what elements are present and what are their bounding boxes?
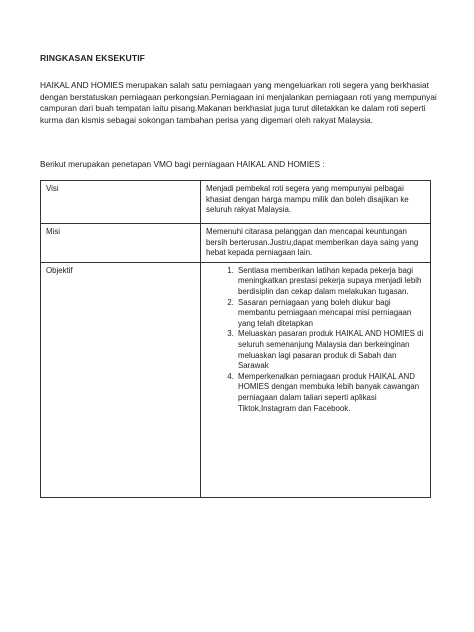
vmo-row-visi bbox=[41, 181, 431, 224]
vmo-lead-text: Berikut merupakan penetapan VMO bagi perniagaan HAIKAL AND HOMIES : bbox=[40, 159, 325, 169]
visi-text: Menjadi pembekal roti segera yang mempunyai pelbagai khasiat dengan harga mampu milik dan boleh disajikan ke seluruh rakyat Malaysia. bbox=[201, 181, 431, 224]
visi-label: Visi bbox=[41, 181, 201, 224]
objektif-label: Objektif bbox=[41, 262, 201, 497]
document-heading: RINGKASAN EKSEKUTIF bbox=[40, 53, 146, 63]
vmo-row-objektif bbox=[41, 262, 431, 497]
objektif-item: 3. Meluaskan pasaran produk HAIKAL AND HOMIES di seluruh semenanjung Malaysia dan berkeinginan meluaskan lagi pasaran produk di Sabah dan Sarawak bbox=[236, 329, 425, 371]
misi-label: Misi bbox=[41, 224, 201, 263]
objektif-item: 1. Sentiasa memberikan latihan kepada pekerja bagi meningkatkan prestasi pekerja supaya menjadi lebih berdisiplin dan cekap dalam melakukan tugasan. bbox=[236, 266, 425, 298]
objektif-item: 4. Memperkenalkan perniagaan produk HAIKAL AND HOMIES dengan membuka lebih banyak cawangan perniagaan dalam talian seperti aplikasi Tiktok,Instagram dan Facebook. bbox=[236, 372, 425, 414]
misi-text: Memenuhi citarasa pelanggan dan mencapai keuntungan bersih berterusan.Justru,dapat memberikan daya saing yang hebat kepada perniagaan lain. bbox=[201, 224, 431, 263]
objektif-item: 2. Sasaran perniagaan yang boleh diukur bagi membantu perniagaan mencapai misi perniagaan yang telah ditetapkan bbox=[236, 298, 425, 330]
objektif-cell bbox=[201, 262, 431, 497]
vmo-row-misi bbox=[41, 224, 431, 263]
vmo-table bbox=[40, 180, 431, 498]
objektif-list bbox=[206, 266, 425, 414]
intro-paragraph: HAIKAL AND HOMIES merupakan salah satu perniagaan yang mengeluarkan roti segera yang berkhasiat dengan berstatuskan perniagaan perkongsian.Perniagaan ini menjalankan perniagaan roti yang mempunyai campuran dari buah tempatan iaitu pisang.Makanan berkhasiat juga turut diletakkan ke dalam roti seperti kurma dan kismis sebagai sokongan tambahan perisa yang digemari oleh rakyat Malaysia. bbox=[40, 80, 437, 125]
